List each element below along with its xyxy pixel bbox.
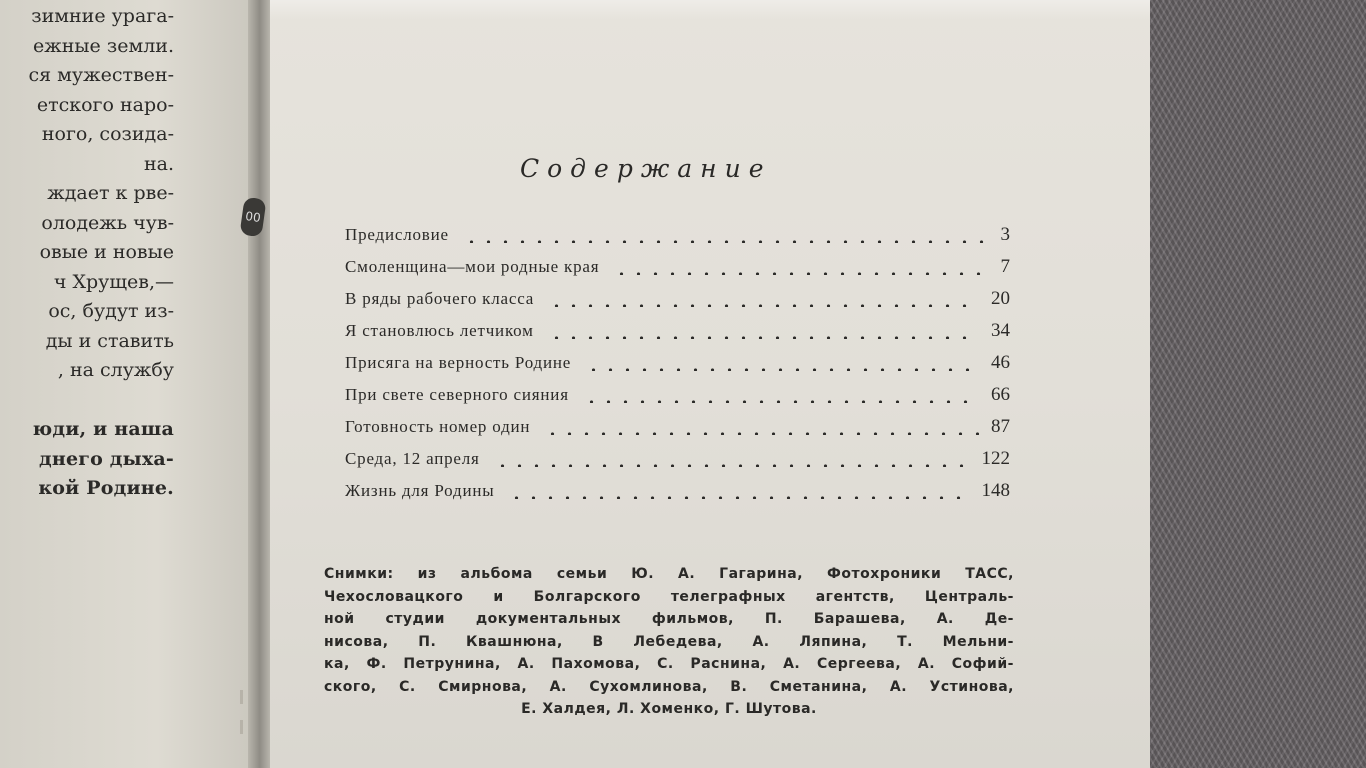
toc-item-title: В ряды рабочего класса xyxy=(345,289,535,308)
toc-item-title: Жизнь для Родины xyxy=(345,481,495,500)
left-page-line: кой Родине. xyxy=(38,477,174,499)
contents-title: Содержание xyxy=(520,154,772,183)
toc-leader-dots xyxy=(548,325,979,339)
toc-item-title: Я становлюсь летчиком xyxy=(345,321,534,340)
credits-line: Чехословацкого и Болгарского телеграфных агентств, Централь- xyxy=(324,588,1014,605)
table-of-contents xyxy=(345,221,1010,509)
credits-line: ского, С. Смирнова, А. Сухомлинова, В. Сметанина, А. Устинова, xyxy=(324,678,1014,695)
page-highlight xyxy=(270,0,1150,20)
left-page-line: зимние урага- xyxy=(31,5,174,27)
fabric-background xyxy=(1120,0,1366,768)
toc-item-page: 87 xyxy=(991,416,1010,437)
toc-item-page: 34 xyxy=(991,320,1010,341)
left-page-line: етского наро- xyxy=(36,93,174,116)
toc-leader-dots xyxy=(613,261,988,275)
toc-leader-dots xyxy=(585,357,979,371)
toc-item xyxy=(345,413,1010,445)
left-page-line xyxy=(28,386,174,416)
toc-item-title: Предисловие xyxy=(345,225,449,244)
toc-item-title: При свете северного сияния xyxy=(345,385,569,404)
toc-item xyxy=(345,221,1010,253)
toc-item-page: 122 xyxy=(981,448,1010,469)
left-page-line: ежные земли. xyxy=(33,34,174,57)
left-page-line: олодежь чув- xyxy=(41,211,174,234)
left-page-line: овые и новые xyxy=(39,241,174,263)
toc-item xyxy=(345,445,1010,477)
toc-item xyxy=(345,285,1010,317)
left-page-line: ды и ставить xyxy=(45,329,174,352)
left-page-text xyxy=(28,2,174,504)
toc-item-page: 46 xyxy=(991,352,1010,373)
toc-item xyxy=(345,349,1010,381)
toc-item-page: 66 xyxy=(991,384,1010,405)
toc-leader-dots xyxy=(494,453,969,467)
toc-leader-dots xyxy=(544,421,979,435)
left-page-line: ся мужествен- xyxy=(28,64,174,86)
left-page-line: ос, будут из- xyxy=(48,300,174,322)
toc-leader-dots xyxy=(508,485,969,499)
toc-item xyxy=(345,317,1010,349)
binding-stitch xyxy=(240,690,243,704)
credits-line: Снимки: из альбома семьи Ю. А. Гагарина, Фотохроники ТАСС, xyxy=(324,566,1014,582)
toc-item xyxy=(345,253,1010,285)
credits-line: Е. Халдея, Л. Хоменко, Г. Шутова. xyxy=(521,701,817,717)
toc-item-page: 7 xyxy=(1000,256,1010,277)
toc-leader-dots xyxy=(548,293,979,307)
left-page-line: на. xyxy=(143,152,174,175)
toc-item-title: Смоленщина—мои родные края xyxy=(345,257,600,276)
toc-item-title: Присяга на верность Родине xyxy=(345,353,572,372)
left-page-line: днего дыха- xyxy=(38,447,174,470)
photo-credits xyxy=(324,563,1014,721)
toc-leader-dots xyxy=(463,229,988,243)
toc-item-page: 148 xyxy=(981,480,1010,501)
toc-item xyxy=(345,381,1010,413)
toc-item-title: Готовность номер один xyxy=(345,417,531,436)
left-page-line: юди, и наша xyxy=(32,418,174,440)
toc-item-page: 3 xyxy=(1000,224,1010,245)
left-page-line: ного, созида- xyxy=(41,123,174,145)
toc-item-title: Среда, 12 апреля xyxy=(345,449,480,468)
toc-leader-dots xyxy=(583,389,979,403)
toc-item xyxy=(345,477,1010,509)
left-page-line: ждает к рве- xyxy=(47,182,174,204)
left-page-line: ч Хрущев,— xyxy=(53,270,174,293)
left-page xyxy=(0,0,262,768)
credits-line: ка, Ф. Петрунина, А. Пахомова, С. Раснина, А. Сергеева, А. Софий- xyxy=(324,656,1014,672)
toc-item-page: 20 xyxy=(991,288,1010,309)
left-page-line: , на службу xyxy=(57,359,174,381)
credits-line: ной студии документальных фильмов, П. Барашева, А. Де- xyxy=(324,611,1014,627)
page-marker: 00 xyxy=(239,197,266,238)
binding-stitch xyxy=(240,720,243,734)
credits-line: нисова, П. Квашнюна, В Лебедева, А. Ляпина, Т. Мельни- xyxy=(324,633,1014,650)
